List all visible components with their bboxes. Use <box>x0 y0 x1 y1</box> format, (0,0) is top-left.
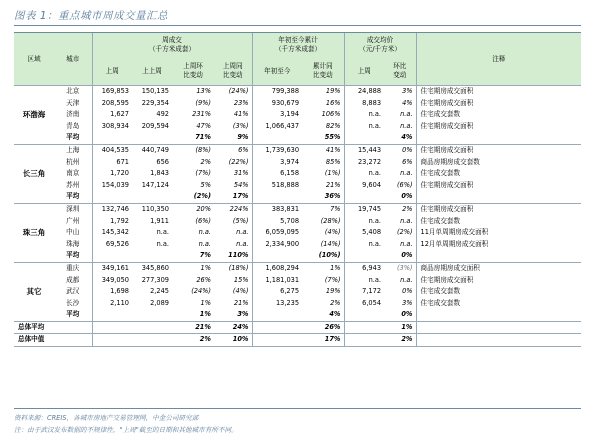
prev-week-value: n.a. <box>156 228 169 237</box>
wow-change: n.a. <box>198 239 211 248</box>
prev-week-value: 440,749 <box>132 144 172 156</box>
price-value: 7,172 <box>344 286 384 298</box>
price-value: 9,604 <box>344 180 384 192</box>
prev-week-value: 2,245 <box>150 287 169 296</box>
price-wow-change: 3% <box>384 86 416 98</box>
empty-cell <box>92 309 132 321</box>
empty-cell <box>132 250 172 262</box>
empty-cell <box>344 334 384 347</box>
table-row <box>14 121 581 133</box>
price-value: n.a. <box>344 168 384 180</box>
table-row <box>14 262 581 274</box>
empty-cell <box>92 321 132 334</box>
price-wow-change: n.a. <box>400 216 413 225</box>
total-row <box>14 321 581 334</box>
note-text: 住宅成交套数 <box>416 168 581 180</box>
avg-price-wow-change: 0% <box>384 250 416 262</box>
prev-week-value: 1,911 <box>150 216 169 225</box>
wow-change: 1% <box>172 262 214 274</box>
avg-wow-change: 1% <box>172 309 214 321</box>
avg-ytd-yoy-change: 4% <box>302 309 344 321</box>
empty-cell <box>92 250 132 262</box>
header-ytd-yoy-line1: 累计同 <box>312 62 333 70</box>
total-wow-change: 21% <box>172 321 214 334</box>
yoy-change: 23% <box>233 98 249 107</box>
empty-cell <box>132 321 172 334</box>
prev-week-value: 209,594 <box>141 121 169 130</box>
ytd-value: 518,888 <box>252 180 302 192</box>
last-week-value: 208,595 <box>92 98 132 110</box>
yoy-change: (3%) <box>232 121 249 130</box>
header-price-wow-line1: 环比 <box>393 62 407 70</box>
price-wow-change: 0% <box>384 144 416 156</box>
price-wow-change: 2% <box>384 203 416 215</box>
wow-change: 2% <box>200 157 211 166</box>
note-text: 住宅期房成交面积 <box>416 121 581 133</box>
ytd-yoy-change: (1%) <box>324 169 341 178</box>
header-notes: 注释 <box>416 33 581 86</box>
empty-cell <box>132 132 172 144</box>
empty-cell <box>92 132 132 144</box>
wow-change: (8%) <box>172 144 214 156</box>
empty-cell <box>92 334 132 347</box>
wow-change: (9%) <box>195 98 211 107</box>
avg-yoy-change: 17% <box>214 191 252 203</box>
price-wow-change: n.a. <box>400 275 413 284</box>
average-label: 平均 <box>54 309 92 321</box>
city-name: 珠海 <box>66 239 80 248</box>
total-label: 总体平均 <box>14 321 92 334</box>
ytd-yoy-change: 85% <box>325 157 341 166</box>
yoy-change: n.a. <box>236 228 249 237</box>
empty-cell <box>416 334 581 347</box>
city-volume-table <box>14 32 581 347</box>
last-week-value: 69,526 <box>92 239 132 251</box>
table-row <box>14 109 581 121</box>
total-row <box>14 334 581 347</box>
wow-change: n.a. <box>198 228 211 237</box>
city-name: 武汉 <box>66 287 80 296</box>
yoy-change: 6% <box>214 144 252 156</box>
city-name: 深圳 <box>54 203 92 215</box>
empty-cell <box>416 132 581 144</box>
empty-cell <box>416 191 581 203</box>
price-wow-change: (2%) <box>396 228 413 237</box>
group-average-row <box>14 309 581 321</box>
figure-title: 图表 1：重点城市周成交量汇总 <box>14 10 169 22</box>
table-row <box>14 298 581 310</box>
price-value: 5,408 <box>344 227 384 239</box>
header-group-ytd-unit: （千方米成套） <box>274 45 322 53</box>
total-wow-change: 2% <box>172 334 214 347</box>
wow-change: 47% <box>196 121 211 130</box>
header-prev-week: 上上周 <box>132 57 172 86</box>
table-row <box>14 180 581 192</box>
ytd-yoy-change: (4%) <box>324 228 341 237</box>
empty-cell <box>344 309 384 321</box>
note-text: 12月单周期房成交面积 <box>416 239 581 251</box>
prev-week-value: 656 <box>156 157 169 166</box>
table-row <box>14 239 581 251</box>
price-value: 15,443 <box>344 144 384 156</box>
note-text: 住宅期房成交面积 <box>416 144 581 156</box>
city-name: 苏州 <box>66 180 80 189</box>
ytd-yoy-change: 7% <box>302 203 344 215</box>
city-name: 上海 <box>54 144 92 156</box>
yoy-change: 31% <box>233 169 249 178</box>
table-row <box>14 203 581 215</box>
last-week-value: 404,535 <box>92 144 132 156</box>
ytd-value: 799,388 <box>252 86 302 98</box>
price-value: 6,943 <box>344 262 384 274</box>
avg-ytd-yoy-change: 55% <box>302 132 344 144</box>
price-value: 6,054 <box>344 298 384 310</box>
table-row <box>14 144 581 156</box>
price-wow-change: n.a. <box>400 169 413 178</box>
group-average-row <box>14 250 581 262</box>
last-week-value: 169,853 <box>92 86 132 98</box>
ytd-yoy-change: 21% <box>325 180 341 189</box>
last-week-value: 1,627 <box>92 109 132 121</box>
city-name: 广州 <box>66 216 80 225</box>
avg-yoy-change: 110% <box>214 250 252 262</box>
header-region: 区域 <box>14 33 54 86</box>
table-row <box>14 157 581 169</box>
header-group-volume <box>92 33 252 58</box>
note-text: 11月单周期房成交面积 <box>416 227 581 239</box>
price-wow-change: n.a. <box>400 121 413 130</box>
price-value: n.a. <box>344 239 384 251</box>
ytd-value: 3,194 <box>252 109 302 121</box>
table-row <box>14 286 581 298</box>
table-row <box>14 86 581 98</box>
prev-week-value: 277,309 <box>141 275 169 284</box>
header-ytd-yoy <box>302 57 344 86</box>
header-price-wow-line2: 变动 <box>393 71 407 79</box>
price-wow-change: 3% <box>402 298 413 307</box>
ytd-value: 1,608,294 <box>252 262 302 274</box>
total-ytd-yoy-change: 26% <box>302 321 344 334</box>
last-week-value: 145,342 <box>92 227 132 239</box>
region-label: 长三角 <box>14 144 54 203</box>
group-average-row <box>14 191 581 203</box>
avg-yoy-change: 9% <box>214 132 252 144</box>
empty-cell <box>252 309 302 321</box>
table-row <box>14 168 581 180</box>
city-name: 长沙 <box>66 298 80 307</box>
average-label: 平均 <box>54 191 92 203</box>
note-text: 商品房期房成交套数 <box>416 157 581 169</box>
header-wow <box>172 57 214 86</box>
avg-wow-change: (2%) <box>172 191 214 203</box>
wow-change: 5% <box>200 180 211 189</box>
wow-change: 1% <box>200 298 211 307</box>
last-week-value: 349,161 <box>92 262 132 274</box>
header-group-volume-label: 周成交 <box>162 36 182 44</box>
empty-cell <box>416 250 581 262</box>
ytd-yoy-change: 41% <box>302 144 344 156</box>
ytd-value: 6,158 <box>252 168 302 180</box>
prev-week-value: 1,843 <box>150 169 169 178</box>
ytd-yoy-change: (7%) <box>324 275 341 284</box>
wow-change: (24%) <box>191 287 211 296</box>
header-price-last: 上周 <box>344 57 384 86</box>
city-name: 中山 <box>66 228 80 237</box>
yoy-change: (4%) <box>232 287 249 296</box>
avg-price-wow-change: 0% <box>384 191 416 203</box>
empty-cell <box>344 250 384 262</box>
region-label: 珠三角 <box>14 203 54 262</box>
price-value: n.a. <box>344 216 384 228</box>
header-wow-line1: 上周环 <box>183 62 203 70</box>
empty-cell <box>252 250 302 262</box>
header-yoy-line2: 比变动 <box>222 71 243 79</box>
header-wow-line2: 比变动 <box>183 71 203 79</box>
ytd-value: 2,334,900 <box>252 239 302 251</box>
prev-week-value: 110,350 <box>132 203 172 215</box>
table-row <box>14 98 581 110</box>
group-average-row <box>14 132 581 144</box>
yoy-change: n.a. <box>236 239 249 248</box>
ytd-yoy-change: 106% <box>321 110 341 119</box>
total-price-wow-change: 1% <box>384 321 416 334</box>
note-text: 住宅成交套数 <box>416 109 581 121</box>
yoy-change: 224% <box>214 203 252 215</box>
price-wow-change: 0% <box>402 287 413 296</box>
empty-cell <box>132 191 172 203</box>
price-value: 8,883 <box>344 98 384 110</box>
last-week-value: 349,050 <box>92 275 132 287</box>
footnote-note: 注：由于武汉发布数据的不规律性，"上周"截至的日期和其他城市有所不同。 <box>14 426 238 434</box>
last-week-value: 308,934 <box>92 121 132 133</box>
total-price-wow-change: 2% <box>384 334 416 347</box>
header-yoy-line1: 上周同 <box>222 62 243 70</box>
table-row <box>14 216 581 228</box>
empty-cell <box>344 321 384 334</box>
last-week-value: 154,039 <box>92 180 132 192</box>
note-text: 住宅期房成交面积 <box>416 203 581 215</box>
ytd-yoy-change: 2% <box>330 298 341 307</box>
header-city: 城市 <box>54 33 92 86</box>
empty-cell <box>92 191 132 203</box>
empty-cell <box>344 191 384 203</box>
footnote-source: 资料来源：CREIS，各城市房地产交易管理网，中金公司研究部 <box>14 414 199 422</box>
yoy-change: 41% <box>233 110 249 119</box>
prev-week-value: 2,089 <box>150 298 169 307</box>
header-group-price-label: 成交均价 <box>366 36 394 44</box>
empty-cell <box>132 309 172 321</box>
price-wow-change: 4% <box>402 98 413 107</box>
ytd-yoy-change: 82% <box>325 121 341 130</box>
note-text: 商品房期房成交面积 <box>416 262 581 274</box>
price-wow-change: (3%) <box>384 262 416 274</box>
prev-week-value: 229,354 <box>141 98 169 107</box>
city-name: 北京 <box>54 86 92 98</box>
yoy-change: 21% <box>233 298 249 307</box>
ytd-value: 1,739,630 <box>252 144 302 156</box>
yoy-change: (18%) <box>214 262 252 274</box>
title-divider <box>14 25 581 26</box>
city-name: 济南 <box>66 110 80 119</box>
note-text: 住宅期房成交面积 <box>416 98 581 110</box>
price-value: 23,272 <box>344 157 384 169</box>
last-week-value: 132,746 <box>92 203 132 215</box>
avg-ytd-yoy-change: (10%) <box>302 250 344 262</box>
empty-cell <box>252 191 302 203</box>
ytd-value: 3,974 <box>252 157 302 169</box>
footer-divider <box>14 408 581 409</box>
ytd-yoy-change: (28%) <box>320 216 341 225</box>
prev-week-value: 345,860 <box>132 262 172 274</box>
city-name: 成都 <box>66 275 80 284</box>
total-ytd-yoy-change: 17% <box>302 334 344 347</box>
header-group-price-unit: （元/千方米） <box>359 45 401 53</box>
avg-ytd-yoy-change: 36% <box>302 191 344 203</box>
empty-cell <box>252 334 302 347</box>
header-group-ytd <box>252 33 344 58</box>
ytd-value: 1,181,031 <box>252 275 302 287</box>
avg-wow-change: 7% <box>172 250 214 262</box>
region-label: 环渤海 <box>14 86 54 145</box>
yoy-change: 15% <box>233 275 249 284</box>
header-group-volume-unit: （千方米成套） <box>148 45 196 53</box>
avg-price-wow-change: 4% <box>384 132 416 144</box>
header-last-week: 上周 <box>92 57 132 86</box>
note-text: 住宅期房成交面积 <box>416 275 581 287</box>
ytd-value: 383,831 <box>252 203 302 215</box>
last-week-value: 671 <box>92 157 132 169</box>
city-name: 杭州 <box>66 157 80 166</box>
price-wow-change: n.a. <box>400 239 413 248</box>
ytd-value: 6,059,095 <box>252 227 302 239</box>
total-label: 总体中值 <box>14 334 92 347</box>
empty-cell <box>416 321 581 334</box>
ytd-value: 930,679 <box>252 98 302 110</box>
empty-cell <box>132 334 172 347</box>
ytd-value: 1,066,437 <box>252 121 302 133</box>
empty-cell <box>252 321 302 334</box>
last-week-value: 1,792 <box>92 216 132 228</box>
last-week-value: 2,110 <box>92 298 132 310</box>
ytd-yoy-change: 19% <box>325 287 341 296</box>
header-group-ytd-label: 年初至今累计 <box>278 36 318 44</box>
yoy-change: (22%) <box>228 157 249 166</box>
wow-change: 13% <box>172 86 214 98</box>
ytd-yoy-change: 19% <box>302 86 344 98</box>
city-name: 重庆 <box>54 262 92 274</box>
price-value: 24,888 <box>344 86 384 98</box>
yoy-change: 54% <box>233 180 249 189</box>
ytd-value: 6,275 <box>252 286 302 298</box>
total-yoy-change: 10% <box>214 334 252 347</box>
ytd-yoy-change: 1% <box>302 262 344 274</box>
wow-change: (6%) <box>195 216 211 225</box>
empty-cell <box>344 132 384 144</box>
price-wow-change: n.a. <box>400 110 413 119</box>
last-week-value: 1,720 <box>92 168 132 180</box>
yoy-change: (24%) <box>214 86 252 98</box>
total-yoy-change: 24% <box>214 321 252 334</box>
note-text: 住宅成交套数 <box>416 216 581 228</box>
price-wow-change: 6% <box>402 157 413 166</box>
prev-week-value: 492 <box>156 110 169 119</box>
city-name: 天津 <box>66 98 80 107</box>
empty-cell <box>252 132 302 144</box>
header-row-groups <box>14 33 581 58</box>
price-value: n.a. <box>344 109 384 121</box>
table-row <box>14 275 581 287</box>
region-label: 其它 <box>14 262 54 321</box>
wow-change: 26% <box>196 275 211 284</box>
avg-price-wow-change: 0% <box>384 309 416 321</box>
note-text: 住宅期房成交面积 <box>416 180 581 192</box>
price-value: n.a. <box>344 121 384 133</box>
average-label: 平均 <box>54 250 92 262</box>
header-ytd-yoy-line2: 比变动 <box>312 71 333 79</box>
wow-change: (7%) <box>195 169 211 178</box>
avg-yoy-change: 3% <box>214 309 252 321</box>
ytd-value: 5,708 <box>252 216 302 228</box>
price-value: n.a. <box>344 275 384 287</box>
header-price-wow <box>384 57 416 86</box>
price-value: 19,745 <box>344 203 384 215</box>
wow-change: 20% <box>172 203 214 215</box>
ytd-yoy-change: 16% <box>325 98 341 107</box>
prev-week-value: n.a. <box>156 239 169 248</box>
header-group-price <box>344 33 416 58</box>
empty-cell <box>416 309 581 321</box>
prev-week-value: 150,135 <box>132 86 172 98</box>
city-name: 青岛 <box>66 121 80 130</box>
note-text: 住宅成交套数 <box>416 286 581 298</box>
average-label: 平均 <box>54 132 92 144</box>
avg-wow-change: 71% <box>172 132 214 144</box>
note-text: 住宅期房成交面积 <box>416 86 581 98</box>
header-yoy <box>214 57 252 86</box>
ytd-value: 13,235 <box>252 298 302 310</box>
yoy-change: (5%) <box>232 216 249 225</box>
table-row <box>14 227 581 239</box>
header-ytd: 年初至今 <box>252 57 302 86</box>
ytd-yoy-change: (14%) <box>320 239 341 248</box>
city-name: 南京 <box>66 169 80 178</box>
price-wow-change: (6%) <box>396 180 413 189</box>
last-week-value: 1,698 <box>92 286 132 298</box>
prev-week-value: 147,124 <box>141 180 169 189</box>
wow-change: 231% <box>192 110 211 119</box>
note-text: 住宅成交套数 <box>416 298 581 310</box>
